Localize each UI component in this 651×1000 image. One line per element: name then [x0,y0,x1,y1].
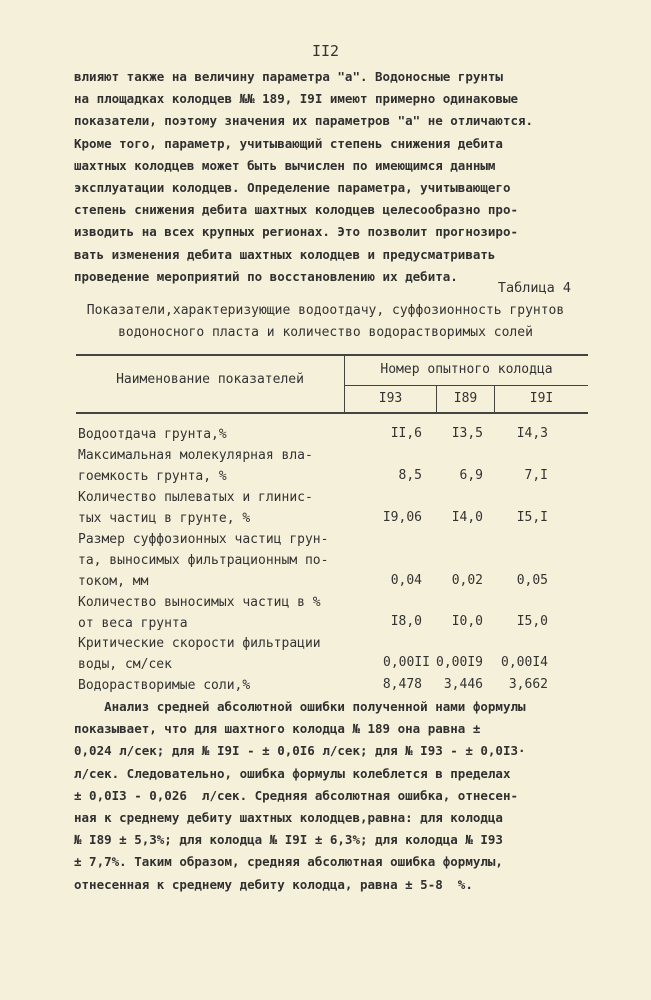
header-mid-rule [345,385,588,386]
table-cell: 7,I [524,468,548,483]
table-cell: II,6 [390,426,422,441]
table-cell: 8,5 [398,468,422,483]
text-line: шахтных колодцев может быть вычислен по имеющимся данным [74,157,496,173]
column-header: I93 [378,391,403,406]
row-label [78,529,368,593]
table-cell: I3,5 [451,426,483,441]
row-label-line: током, мм [78,574,149,590]
table-cell: 0,00I4 [501,655,548,670]
row-label-line: тых частиц в грунте, % [78,511,251,527]
row-label-line: та, выносимых фильтрационным по- [78,553,329,569]
text-line: ная к среднему дебиту шахтных колодцев,равна: для колодца [74,810,503,826]
row-label-line: Максимальная молекулярная вла- [78,448,313,463]
row-label [78,675,368,696]
text-line: Анализ средней абсолютной ошибки полученной нами формулы [74,699,526,714]
table-cell: 3,446 [443,677,483,692]
text-line: № I89 ± 5,3%; для колодца № I9I ± 6,3%; для колодца № I93 [74,832,503,848]
text-line: л/сек. Следовательно, ошибка формулы колеблется в пределах [74,765,511,781]
header-indicator-name: Наименование показателей [116,372,304,387]
text-line: на площадках колодцев №№ 189, I9I имеют примерно одинаковые [74,91,519,107]
text-line: эксплуатации колодцев. Определение параметра, учитывающего [74,180,511,196]
table-cell: 6,9 [459,468,483,483]
table-cell: 3,662 [508,677,548,692]
table-label: Таблица 4 [497,280,571,296]
intro-paragraph [74,66,594,288]
table-cell: I5,I [516,510,548,525]
header-well-number: Номер опытного колодца [380,362,553,377]
row-label-line: от веса грунта [78,616,188,632]
text-line: Кроме того, параметр, учитывающий степень снижения дебита [74,135,503,151]
text-line: изводить на всех крупных регионах. Это позволит прогнозиро- [74,224,519,240]
text-line: 0,024 л/сек; для № I9I - ± 0,0I6 л/сек; для № I93 - ± 0,0I3· [74,743,526,759]
text-line: отнесенная к среднему дебиту колодца, равна ± 5-8 %. [74,876,473,892]
row-label-line: Водорастворимые соли,% [78,678,251,693]
caption-line: водоносного пласта и количество водорастворимых солей [118,325,533,340]
row-label [78,633,368,675]
table-cell: I9,06 [382,510,422,525]
table-caption [0,300,651,344]
page-number: II2 [311,42,340,60]
text-line: показатели, поэтому значения их параметров "а" не отличаются. [74,113,534,129]
column-header: I9I [529,391,554,406]
table-cell: I0,0 [451,614,483,629]
row-label-line: воды, см/сек [78,657,172,673]
table-cell: 0,05 [516,573,548,588]
table-cell: 8,478 [382,677,422,692]
row-label-line: Количество выносимых частиц в % [78,595,321,610]
text-line: степень снижения дебита шахтных колодцев целесообразно про- [74,202,519,218]
row-label-line: Размер суффозионных частиц грун- [78,532,329,547]
caption-line: Показатели,характеризующие водоотдачу, суффозионность грунтов [86,303,565,318]
text-line: проведение мероприятий по восстановлению их дебита. [74,268,458,284]
row-label [78,592,368,634]
row-label-line: Водоотдача грунта,% [78,427,227,442]
text-line: вать изменения дебита шахтных колодцев и предусматривать [74,246,496,262]
analysis-paragraph [74,696,594,896]
text-line: ± 0,0I3 - 0,026 л/сек. Средняя абсолютная ошибка, отнесен- [74,787,519,803]
table-cell: 0,02 [451,573,483,588]
table-cell: 0,04 [390,573,422,588]
row-label-line: Критические скорости фильтрации [78,636,321,651]
row-label [78,487,368,529]
text-line: показывает, что для шахтного колодца № 189 она равна ± [74,721,481,737]
table-cell: I4,3 [516,426,548,441]
table-cell: I4,0 [451,510,483,525]
table-cell: 0,00I9 [436,655,483,670]
row-label [78,424,368,445]
table-cell: I8,0 [390,614,422,629]
row-label [78,445,368,487]
header-bottom-rule [76,412,588,414]
row-label-line: Количество пылеватых и глинис- [78,490,313,505]
table-top-rule [76,354,588,356]
table-cell: I5,0 [516,614,548,629]
text-line: влияют также на величину параметра "а". Водоносные грунты [74,69,503,84]
row-label-line: гоемкость грунта, % [78,469,227,485]
column-header: I89 [453,391,478,406]
table-cell: 0,00II [383,655,430,670]
text-line: ± 7,7%. Таким образом, средняя абсолютная ошибка формулы, [74,854,503,870]
